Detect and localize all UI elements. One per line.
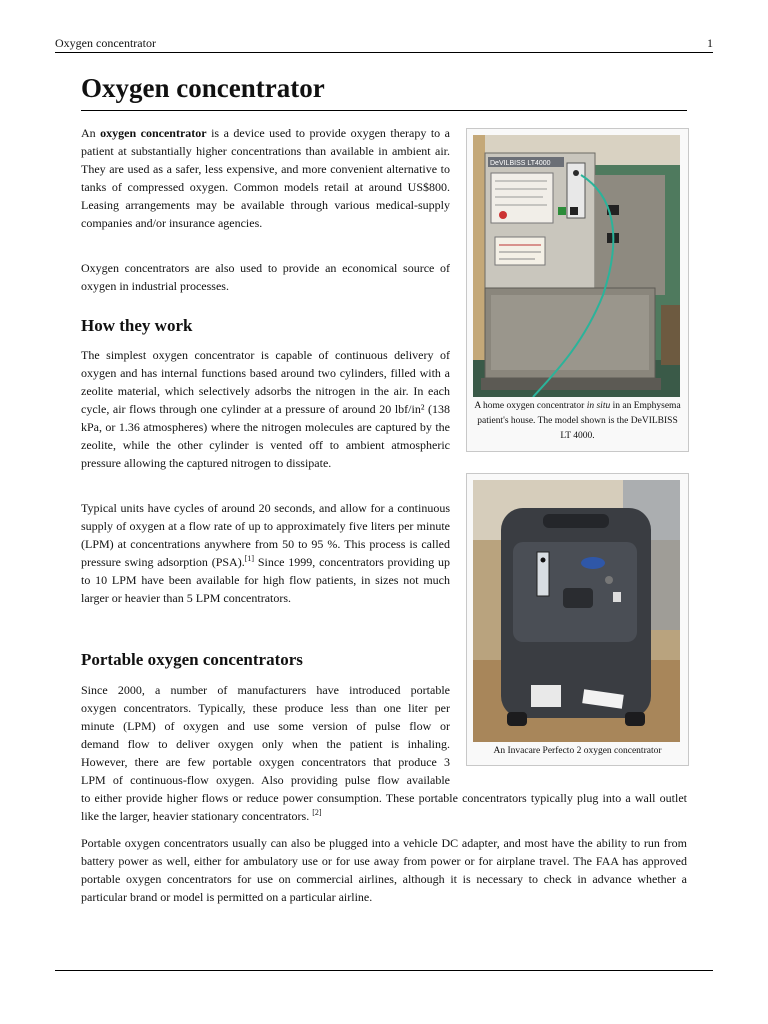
devilbiss-illustration	[473, 135, 680, 397]
p2-part-b: Since 1999, concentrators providing up to 10 LPM have been available for high flow patients, in sizes not much larger or heavier than 5 LPM concentrators.	[81, 555, 450, 605]
section-heading-portable: Portable oxygen concentrators	[81, 650, 303, 669]
caption1-part-b: in an Emphysema patient's house. The model shown is the DeVILBISS LT 4000.	[477, 401, 681, 441]
how-they-work-paragraph-1: The simplest oxygen concentrator is capable of continuous delivery of oxygen and has internal functions based around two cylinders, filled with a zeolite material, which selectively adsorbs the nitrogen in the air. In each cycle, air flows through one cylinder at a pressure of around 20 lbf/in² (138 kPa, or 1.36 atmospheres) where the nitrogen molecules are captured by the zeolite, while the other cylinder is vented off to ambient atmospheric pressure allowing the captured nitrogen to dissipate.	[81, 348, 450, 470]
portable-paragraph-1-lines	[81, 681, 450, 789]
intro-rest: is a device used to provide oxygen therapy to a patient at substantially higher concentrations than available in ambient air. They are used as a safer, less expensive, and more convenient alternative to tanks of compressed oxygen. Common models retail at around US$800. Leasing arrangements may be available through various medical-supply companies and/or insurance agencies.	[81, 126, 450, 230]
caption1-italic: in situ	[586, 401, 611, 411]
p2-part-a: Typical units have cycles of around 20 seconds, and allow for a continuous supply of oxygen at a flow rate of up to approximately five liters per minute (LPM) at concentrations anywhere from 50 to 95 %. This process is called pressure swing adsorption (PSA).	[81, 501, 450, 569]
how-they-work-paragraph-2	[81, 499, 450, 607]
section-heading-how-they-work: How they work	[81, 316, 193, 335]
portable-tail-text: to either provide higher flows or reduce power consumption. These portable concentrators typically plug into a wall outlet like the larger, heavier stationary concentrators.	[81, 791, 687, 823]
intro-paragraph-1	[81, 124, 450, 232]
citation-1[interactable]: [1]	[244, 554, 255, 563]
footer-rule	[55, 970, 713, 971]
figure-devilbiss	[466, 128, 689, 452]
brand-label: DeVILBISS LT4000	[490, 160, 551, 167]
portable-line: minute (LPM) of oxygen and use some version of pulse flow or	[81, 719, 450, 733]
portable-line: Since 2000, a number of manufacturers have introduced portable	[81, 683, 450, 697]
figure-invacare	[466, 473, 689, 766]
figure1-caption	[471, 399, 684, 444]
portable-line: LPM of continuous-flow oxygen. Also providing pulse flow available	[81, 773, 450, 787]
portable-line: However, there are few portable oxygen concentrators that produce 3	[81, 755, 450, 769]
page-number: 1	[707, 36, 713, 50]
portable-paragraph-2: Portable oxygen concentrators usually can also be plugged into a vehicle DC adapter, and most have the ability to run from battery power as well, either for ambulatory use or for use away from power or for airplane travel. The FAA has approved portable oxygen concentrators for use on commercial airlines, although it is necessary to check in advance whether a particular brand or model is permitted on a particular airline.	[81, 836, 687, 904]
portable-line: demand flow to deliver oxygen only when the patient is inhaling.	[81, 737, 450, 751]
portable-line: oxygen concentrators. Typically, these produce less than one liter per	[81, 701, 450, 715]
devilbiss-photo	[473, 135, 680, 397]
invacare-photo	[473, 480, 680, 742]
intro-paragraph-2: Oxygen concentrators are also used to provide an economical source of oxygen in industrial processes.	[81, 261, 450, 293]
running-title: Oxygen concentrator	[55, 36, 156, 50]
running-header	[55, 36, 713, 53]
citation-2[interactable]: [2]	[312, 808, 322, 817]
invacare-illustration	[473, 480, 680, 742]
portable-paragraph-1-tail	[81, 789, 687, 825]
intro-prefix: An	[81, 126, 101, 140]
page-title: Oxygen concentrator	[81, 72, 687, 111]
term-oxygen-concentrator: oxygen concentrator	[100, 126, 207, 140]
figure2-caption: An Invacare Perfecto 2 oxygen concentrator	[493, 746, 662, 756]
caption1-part-a: A home oxygen concentrator	[474, 401, 587, 411]
